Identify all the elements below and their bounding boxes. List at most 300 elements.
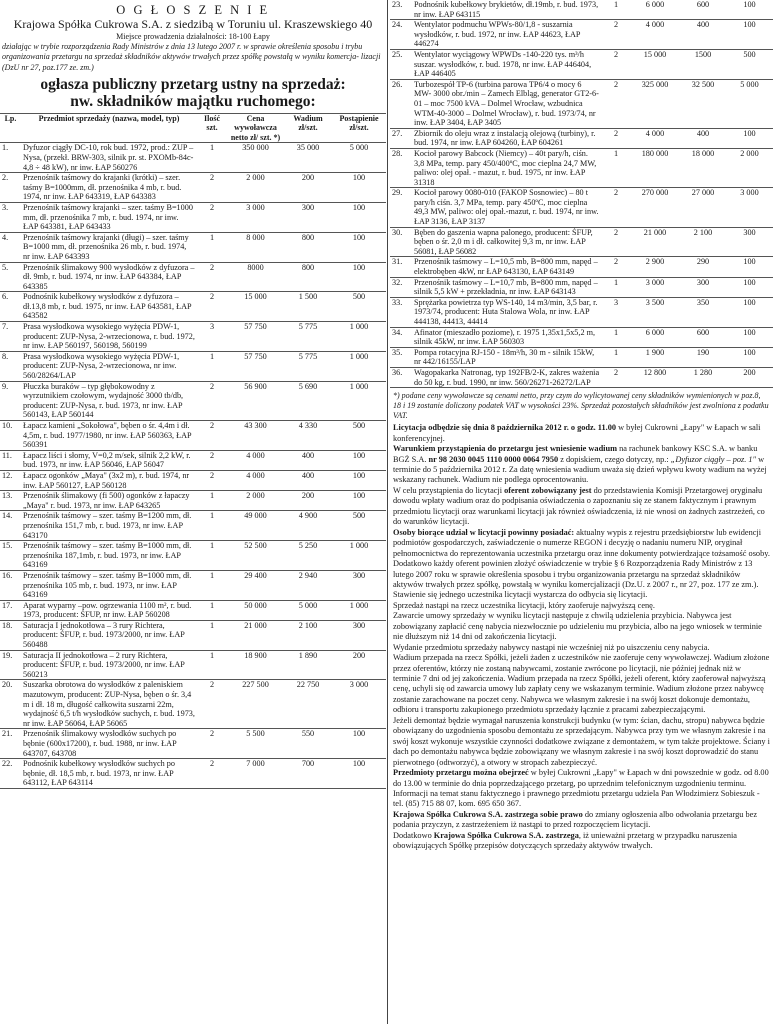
item-deposit: 2 100 <box>284 620 332 650</box>
paragraph-text: Wydanie przedmiotu sprzedaży nabywcy nastąpi nie wcześniej niż po uiszczeniu ceny nabycia. <box>393 642 710 652</box>
item-price: 325 000 <box>630 79 680 128</box>
item-deposit: 2 940 <box>284 570 332 600</box>
item-quantity: 2 <box>197 202 227 232</box>
table-row <box>0 381 386 420</box>
item-increment: 100 <box>726 347 773 367</box>
item-increment: 200 <box>332 650 386 680</box>
item-deposit: 400 <box>680 128 726 148</box>
item-increment: 100 <box>726 297 773 327</box>
item-increment: 100 <box>726 327 773 347</box>
item-quantity: 1 <box>197 620 227 650</box>
item-increment: 2 000 <box>726 148 773 187</box>
paragraph-text: w byłej Cukrowni „Łapy" w Łapach w sali konferencyjnej. <box>393 423 761 443</box>
table-row <box>0 351 386 381</box>
item-price: 50 000 <box>227 600 284 620</box>
item-price: 29 400 <box>227 570 284 600</box>
terms-paragraph <box>390 444 773 486</box>
item-price: 4 000 <box>227 470 284 490</box>
item-increment: 500 <box>332 292 386 322</box>
item-deposit: 1 890 <box>284 650 332 680</box>
vat-footnote: *) podane ceny wywoławcze są cenami netto, przy czym do wylicytowanej ceny składników wymienionych w poz.8, 18 i 19 zostanie doliczony podatek VAT w wysokości 23%. Sprzedaż pozostałych składników jest zwolniona z podatku VAT. <box>393 391 769 421</box>
item-price: 7 000 <box>227 759 284 789</box>
item-deposit: 400 <box>284 470 332 490</box>
item-price: 15 000 <box>630 49 680 79</box>
item-number: 2. <box>0 173 21 203</box>
item-increment: 5 000 <box>332 143 386 173</box>
item-price: 52 500 <box>227 541 284 571</box>
table-row <box>390 227 773 257</box>
item-quantity: 2 <box>197 470 227 490</box>
table-row <box>0 680 386 729</box>
item-deposit: 600 <box>696 0 710 9</box>
item-price: 270 000 <box>630 188 680 227</box>
table-row <box>390 277 773 297</box>
table-row <box>0 541 386 571</box>
headline-line-1: ogłasza publiczny przetarg ustny na sprzedaż: <box>40 75 346 93</box>
table-row <box>390 347 773 367</box>
item-deposit: 4 330 <box>284 421 332 451</box>
paragraph-text: w byłej Cukrowni „Łapy" w Łapach w dni powszednie w godz. od 8.00 do 13.00 w terminie do dnia poprzedzającego przetarg, po uprzednim telefonicznym uzgodnieniu terminu. <box>393 768 769 788</box>
item-deposit: 32 500 <box>680 79 726 128</box>
item-number: 6. <box>0 292 21 322</box>
table-header-row <box>0 113 386 143</box>
item-price: 5 500 <box>227 729 284 759</box>
table-row <box>390 297 773 327</box>
item-increment: 300 <box>726 227 773 257</box>
item-description: Saturacja I jednokotłowa – 3 rury Richtera, producent: ŚFUP, r. bud. 1973/2000, nr inw. ŁAP 560488 <box>21 620 197 650</box>
item-increment: 1 000 <box>332 600 386 620</box>
table-row <box>0 173 386 203</box>
item-number: 30. <box>390 227 412 257</box>
item-quantity: 2 <box>602 367 630 387</box>
terms-paragraph <box>390 653 773 716</box>
item-quantity: 2 <box>197 759 227 789</box>
item-deposit: 800 <box>284 232 332 262</box>
item-quantity: 2 <box>197 680 227 729</box>
paragraph-text: Licytacja odbędzie się dnia 8 października 2012 r. o godz. 11.00 <box>393 423 617 433</box>
item-increment: 100 <box>743 0 756 9</box>
item-price: 3 000 <box>227 202 284 232</box>
item-description: Przenośnik taśmowy krajanki (długi) – szer. taśmy B=1000 mm, dł. przenośnika 26 mb, r. bud. 1974, nr inw. ŁAP 643393 <box>21 232 197 262</box>
col-header-lp: Lp. <box>0 113 21 143</box>
paragraph-text: Jeżeli demontaż będzie wymagał naruszenia konstrukcji budynku (w tym: ścian, dachu, stropu) nabywca będzie obowiązany do uzgodnienia sposobu demontażu ze sprzedającym. Nabywca przy tym we własnym zakresie i na swój koszt wykonuje wszystkie czynności dodatkowe związane z demontażem, w tym także projektowe. Ściany i dach po demontażu nabywca będzie zobowiązany we własnym zakresie i na swój koszt doprowadzić do stanu pierwotnego (odtworzyć), a otwory w stropach zabezpieczyć. <box>393 715 770 767</box>
table-row <box>390 148 773 187</box>
item-increment: 100 <box>332 729 386 759</box>
item-price: 18 900 <box>227 650 284 680</box>
item-description: Kocioł parowy 0080-010 (FAKOP Sosnowiec) – 80 t pary/h ciśn. 3,7 MPa, temp. pary 450ºC, moc cieplna 49,3 MW, paliwo: olej opał.-mazut, r. bud. 1974, nr inw. ŁAP 3136, ŁAP 3137 <box>412 188 602 227</box>
table-row <box>0 232 386 262</box>
item-description: Łapacz kamieni „Sokołowa", bęben o śr. 4,4m i dł. 4,5m, r. bud. 1977/1980, nr inw. ŁAP 560363, ŁAP 560391 <box>21 421 197 451</box>
item-description: Płuczka buraków – typ głębokowodny z wyrzutnikiem czołowym, wydajność 3000 tb/db, producent: ZUP-Nysa, r. bud. 1973, nr inw. ŁAP 560143, ŁAP 560144 <box>21 381 197 420</box>
table-row <box>0 421 386 451</box>
item-quantity: 1 <box>197 511 227 541</box>
terms-paragraph <box>390 423 773 444</box>
table-row <box>0 729 386 759</box>
terms-paragraph <box>390 590 773 600</box>
item-number: 12. <box>0 470 21 490</box>
item-price: 21 000 <box>227 620 284 650</box>
terms-paragraph <box>390 611 773 642</box>
item-description: Prasa wysłodkowa wysokiego wyżęcia PDW-1, producent: ZUP-Nysa, 2-wrzecionowa, r. bud. 1972, nr inw. ŁAP 560197, 560198, 560199 <box>21 322 197 352</box>
item-deposit: 190 <box>680 347 726 367</box>
item-price: 350 000 <box>227 143 284 173</box>
terms-paragraph <box>390 559 773 590</box>
item-deposit: 2 100 <box>680 227 726 257</box>
item-increment: 100 <box>332 232 386 262</box>
item-deposit: 5 775 <box>284 322 332 352</box>
item-quantity: 2 <box>197 173 227 203</box>
item-price: 4 000 <box>630 20 680 50</box>
item-increment: 500 <box>726 49 773 79</box>
terms-paragraph <box>390 716 773 768</box>
item-increment: 500 <box>332 511 386 541</box>
column-divider <box>387 0 388 1024</box>
table-row <box>0 262 386 292</box>
item-description: Turbozespół TP-6 (turbina parowa TP6/4 o mocy 6 MW- 3000 obr./min – Zamech Elbląg, generator GT2-6-01 – moc 7500 kVA – Dolmel Wrocław, wzbudnica WTM-40-3000 – Dolmel Wrocław), r. bud. 1973/74, nr inw. ŁAP 3404, ŁAP 3405 <box>412 79 602 128</box>
item-quantity: 2 <box>602 20 630 50</box>
item-deposit: 290 <box>680 257 726 277</box>
item-deposit: 1 280 <box>680 367 726 387</box>
item-number: 9. <box>0 381 21 420</box>
item-deposit: 5 775 <box>284 351 332 381</box>
item-quantity: 2 <box>602 227 630 257</box>
table-row <box>390 128 773 148</box>
item-description: Przenośnik taśmowy krajanki – szer. taśmy B=1000 mm, dł. przenośnika 7 mb, r. bud. 1974, nr inw. ŁAP 643381, ŁAP 643433 <box>21 202 197 232</box>
item-price: 2 000 <box>227 173 284 203</box>
item-deposit: 27 000 <box>680 188 726 227</box>
table-row <box>390 79 773 128</box>
paragraph-text: z dopiskiem, czego dotyczy, np.: <box>558 454 671 464</box>
item-description: Wentylator wyciągowy WPWDs -140-220 tys. m³/h suszar. wysłodków, r. bud. 1978, nr inw. ŁAP 446404, ŁAP 446405 <box>412 49 602 79</box>
item-quantity: 3 <box>602 297 630 327</box>
item-description: Dyfuzor ciągły DC-10, rok bud. 1972, prod.: ZUP – Nysa, (przekł. BRW-303, silnik pr. st. PXOMb-84c-4,8 ÷ 48 kW), nr inw. ŁAP 560276 <box>21 143 197 173</box>
item-number: 32. <box>390 277 412 297</box>
item-description: Przenośnik taśmowy – L=10,5 mb, B=800 mm, napęd – elektrobęben 4kW, nr ŁAP 643130, ŁAP 643149 <box>412 257 602 277</box>
item-quantity: 2 <box>602 79 630 128</box>
item-deposit: 200 <box>284 173 332 203</box>
item-number: 27. <box>390 128 412 148</box>
item-number: 26. <box>390 79 412 128</box>
table-row <box>0 450 386 470</box>
item-price: 6 000 <box>645 0 665 9</box>
paragraph-text: Krajowa Spółka Cukrowa S.A. zastrzega sobie prawo <box>393 809 583 819</box>
item-increment: 100 <box>332 470 386 490</box>
col-header-increment: Postąpienie zł/szt. <box>332 113 386 143</box>
item-increment: 100 <box>332 262 386 292</box>
item-number: 16. <box>0 570 21 600</box>
item-deposit: 18 000 <box>680 148 726 187</box>
item-quantity: 2 <box>197 421 227 451</box>
item-increment: 1 000 <box>332 541 386 571</box>
paragraph-text: „Dyfuzor ciągły – poz. 1" <box>670 454 757 464</box>
item-number: 11. <box>0 450 21 470</box>
item-increment: 100 <box>726 20 773 50</box>
item-deposit: 5 690 <box>284 381 332 420</box>
item-price: 2 900 <box>630 257 680 277</box>
terms-paragraph <box>390 601 773 611</box>
item-quantity: 2 <box>197 262 227 292</box>
item-description: Sprężarka powietrza typ WS-140, 14 m3/min, 3,5 bar, r. 1973/74, producent: Huta Stalowa Wola, nr inw. ŁAP 444138, 44413, 44414 <box>412 297 602 327</box>
item-deposit: 5 250 <box>284 541 332 571</box>
item-number: 3. <box>0 202 21 232</box>
right-column <box>390 0 773 852</box>
item-number: 10. <box>0 421 21 451</box>
paragraph-text: w terminie do 5 października 2012 r. Za datę wniesienia wadium uważa się dzień wpływu kwoty wadium na wyżej wskazany rachunek. Wadium nie podlega oprocentowaniu. <box>393 454 767 485</box>
terms-paragraph <box>390 643 773 653</box>
item-price: 180 000 <box>630 148 680 187</box>
items-table-right <box>390 0 773 388</box>
item-price: 2 000 <box>227 491 284 511</box>
col-header-item: Przedmiot sprzedaży (nazwa, model, typ) <box>21 113 197 143</box>
paragraph-text: Osoby biorące udział w licytacji powinny posiadać: <box>393 527 575 537</box>
item-quantity: 1 <box>602 148 630 187</box>
item-increment: 1 000 <box>332 322 386 352</box>
item-price: 8 000 <box>227 232 284 262</box>
table-row <box>390 188 773 227</box>
item-increment: 5 000 <box>726 79 773 128</box>
left-column <box>0 0 386 789</box>
item-increment: 100 <box>332 450 386 470</box>
item-price: 15 000 <box>227 292 284 322</box>
item-description: Wagopakarka Natronag, typ 192FB/2-K, zakres ważenia do 50 kg, r. bud. 1990, nr inw. 560/26271-26272/LAP <box>412 367 602 387</box>
item-price: 4 000 <box>227 450 284 470</box>
item-quantity: 1 <box>197 600 227 620</box>
item-quantity: 2 <box>602 257 630 277</box>
item-deposit: 800 <box>284 262 332 292</box>
item-description: Pompa rotacyjna RJ-150 - 18m³/h, 30 m - silnik 15kW, nr 442/16155/LAP <box>412 347 602 367</box>
item-description: Przenośnik taśmowy do krajanki (krótki) – szer. taśmy B=1000mm, dł. przenośnika 4 mb, r. bud. 1974, nr inw. ŁAP 643319, ŁAP 643383 <box>21 173 197 203</box>
announcement-title: O G Ł O S Z E N I E <box>116 3 270 17</box>
item-description: Prasa wysłodkowa wysokiego wyżęcia PDW-1, producent: ZUP-Nysa, 2-wrzecionowa, nr inw. 560/28264/LAP <box>21 351 197 381</box>
item-increment: 1 000 <box>332 351 386 381</box>
item-description: Przenośnik taśmowy – szer. taśmy B=1000 mm, dł. przenośnika 105 mb, r. bud. 1973, nr inw. ŁAP 643169 <box>21 570 197 600</box>
item-deposit: 5 000 <box>284 600 332 620</box>
item-description: Afinator (mieszadło poziome), r. 1975 1,35x1,5x5,2 m, silnik 45kW, nr inw. ŁAP 560303 <box>412 327 602 347</box>
item-number: 4. <box>0 232 21 262</box>
item-number: 22. <box>0 759 21 789</box>
item-description: Kocioł parowy Babcock (Niemcy) – 40t pary/h, ciśn. 3,8 MPa, temp. pary 450/400ºC, moc cieplna 24,7 MW, paliwo: olej opał. - mazut, r. bud. 1975, nr inw. ŁAP 31318 <box>412 148 602 187</box>
item-description: Zbiornik do oleju wraz z instalacją olejową (turbiny), r. bud. 1974, nr inw. ŁAP 604260, ŁAP 604261 <box>412 128 602 148</box>
item-number: 25. <box>390 49 412 79</box>
item-number: 29. <box>390 188 412 227</box>
terms-section <box>390 423 773 852</box>
item-quantity: 1 <box>602 327 630 347</box>
paragraph-text: Dodatkowo każdy oferent powinien złożyć oświadczenie w trybie § 6 Rozporządzenia Rady Ministrów z 13 lutego 2007 roku w sprawie określenia sposobu i trybu organizowania przetargu na sprzedaż składników aktywów trwałych przez spółkę, powstałą w wyniku komercjalizacji (Dz.U. z 2007 r., nr 27, poz. 177 ze zm.). <box>393 559 759 589</box>
table-row <box>390 49 773 79</box>
table-row <box>0 511 386 541</box>
table-row <box>0 759 386 789</box>
item-deposit: 300 <box>680 277 726 297</box>
item-description: Suszarka obrotowa do wysłodków z paleniskiem mazutowym, producent: ZUP-Nysa, bęben o śr. 3,4 m i dł. 18 m, długość całkowita suszarni 22m, wydajność 6,5 t/h wysłodków suchych, r. bud. 1973, nr inw. ŁAP 56064, ŁAP 56065 <box>21 680 197 729</box>
company-name: Krajowa Spółka Cukrowa S.A. z siedzibą w Toruniu ul. Kraszewskiego 40 <box>13 17 373 31</box>
item-number: 36. <box>390 367 412 387</box>
item-quantity: 1 <box>197 232 227 262</box>
item-deposit: 600 <box>680 327 726 347</box>
item-increment: 100 <box>726 277 773 297</box>
header <box>0 0 386 42</box>
terms-paragraph <box>390 831 773 852</box>
table-row <box>0 650 386 680</box>
item-price: 57 750 <box>227 322 284 352</box>
item-deposit: 300 <box>284 202 332 232</box>
paragraph-text: , iż unieważni przetarg w przypadku naruszenia obowiązujących Spółkę przepisów dotyczących sprzedaży aktywów trwałych. <box>393 830 737 851</box>
item-price: 12 800 <box>630 367 680 387</box>
paragraph-text: Krajowa Spółka Cukrowa S.A. zastrzega <box>433 830 579 840</box>
item-number: 20. <box>0 680 21 729</box>
paragraph-text: Zawarcie umowy sprzedaży w wyniku licytacji następuje z chwilą udzielenia przybicia. Nabywca jest zobowiązany zapłacić cenę nabycia niezwłocznie po udzieleniu mu przybicia, albo na jego wniosek w terminie nie dłuższym niż 14 dni od zakończenia licytacji. <box>393 611 762 642</box>
item-quantity: 2 <box>197 729 227 759</box>
item-quantity: 2 <box>602 49 630 79</box>
item-increment: 300 <box>332 570 386 600</box>
item-quantity: 1 <box>602 277 630 297</box>
item-quantity: 2 <box>197 381 227 420</box>
item-description: Podnośnik kubełkowy brykietów, dł.19mb, r. bud. 1973, nr inw. ŁAP 643115 <box>414 0 599 19</box>
item-price: 21 000 <box>630 227 680 257</box>
item-quantity: 2 <box>602 128 630 148</box>
paragraph-text: oferent zobowiązany jest <box>504 485 592 495</box>
table-row <box>390 257 773 277</box>
item-quantity: 1 <box>602 347 630 367</box>
item-number: 17. <box>0 600 21 620</box>
item-description: Przenośnik ślimakowy (fi 500) ogonków z łapaczy „Maya" r. bud. 1973, nr inw. ŁAP 643265 <box>21 491 197 511</box>
table-row <box>390 0 773 20</box>
table-row <box>0 570 386 600</box>
paragraph-text: Warunkiem przystąpienia do przetargu jest wniesienie wadium <box>393 444 618 454</box>
item-increment: 300 <box>332 620 386 650</box>
item-number: 1. <box>0 143 21 173</box>
item-quantity: 1 <box>197 570 227 600</box>
item-number: 33. <box>390 297 412 327</box>
item-number: 35. <box>390 347 412 367</box>
paragraph-text: nr 98 2030 0045 1110 0000 0064 7950 <box>428 454 559 464</box>
item-description: Podnośnik kubełkowy wysłodków suchych po bębnie, dł. 18,5 mb, r. bud. 1973, nr inw. ŁAP 643112, ŁAP 643114 <box>21 759 197 789</box>
item-description: Przenośnik taśmowy – L=10,7 mb, B=800 mm, napęd – silnik 5,5 kW + przekładnia, nr inw. ŁAP 643143 <box>412 277 602 297</box>
item-description: Saturacja II jednokotłowa – 2 rury Richtera, producent: ŚFUP, r. bud. 1973/2000, nr inw. ŁAP 560213 <box>21 650 197 680</box>
item-deposit: 22 750 <box>284 680 332 729</box>
paragraph-text: Wadium przepada na rzecz Spółki, jeżeli żaden z uczestników nie zaoferuje ceny wywoławczej. Wadium złożone przez oferentów, którzy nie zostaną nabywcami, zostanie zwrócone po licytacji, nie później jednak niż w terminie 7 dni od jej zakończenia. Wadium przepada na rzecz Spółki, jeżeli oferent, który zaoferował najwyższą cenę, uchyli się od zawarcia umowy lub zapłaty ceny we wskazanym terminie. Wadium złożone przez nabywcę zostanie zarachowane na poczet ceny. Nabywca we własnym zakresie i na swój koszt dokonuje demontażu, odbioru i transportu zakupionego przedmiotu sprzedaży łącznie z pracami zabezpieczającymi. <box>393 653 770 715</box>
item-increment: 100 <box>332 202 386 232</box>
item-quantity: 1 <box>613 0 619 9</box>
item-increment: 100 <box>726 128 773 148</box>
item-deposit: 550 <box>284 729 332 759</box>
item-price: 227 500 <box>227 680 284 729</box>
headline <box>0 76 386 110</box>
item-number: 15. <box>0 541 21 571</box>
item-price: 49 000 <box>227 511 284 541</box>
item-price: 3 000 <box>630 277 680 297</box>
item-deposit: 4 900 <box>284 511 332 541</box>
table-row <box>0 202 386 232</box>
item-description: Przenośnik ślimakowy wysłodków suchych po bębnie (600x17200), r. bud. 1988, nr inw. ŁAP 643707, 643708 <box>21 729 197 759</box>
item-quantity: 1 <box>197 491 227 511</box>
item-increment: 1 000 <box>332 381 386 420</box>
item-deposit: 200 <box>284 491 332 511</box>
table-row <box>390 20 773 50</box>
item-price: 6 000 <box>630 327 680 347</box>
item-deposit: 700 <box>284 759 332 789</box>
table-row <box>0 470 386 490</box>
item-number: 23. <box>392 0 403 9</box>
item-increment: 100 <box>332 491 386 511</box>
paragraph-text: Informacji na temat stanu faktycznego i prawnego przedmiotu przetargu udziela Pan Włodzimierz Sobieszuk - tel. (85) 715 88 07, kom. 695 650 367. <box>393 789 760 809</box>
item-increment: 3 000 <box>332 680 386 729</box>
item-quantity: 1 <box>197 650 227 680</box>
item-increment: 3 000 <box>726 188 773 227</box>
terms-paragraph <box>390 486 773 528</box>
item-price: 57 750 <box>227 351 284 381</box>
headline-line-2: nw. składników majątku ruchomego: <box>70 92 316 110</box>
col-header-price: Cena wywoławcza netto zł/ szt. *) <box>227 113 284 143</box>
item-number: 18. <box>0 620 21 650</box>
item-number: 8. <box>0 351 21 381</box>
item-price: 8000 <box>227 262 284 292</box>
item-description: Przenośnik taśmowy – szer. taśmy B=1000 mm, dł. przenośnika 187,1mb, r. bud. 1973, nr inw. ŁAP 643169 <box>21 541 197 571</box>
paragraph-text: na rachunek bankowy KSC S.A. w banku BGŻ S.A. <box>393 444 758 464</box>
item-increment: 100 <box>332 759 386 789</box>
item-deposit: 400 <box>284 450 332 470</box>
table-row <box>0 322 386 352</box>
item-price: 1 900 <box>630 347 680 367</box>
table-row <box>390 367 773 387</box>
item-increment: 500 <box>332 421 386 451</box>
item-number: 34. <box>390 327 412 347</box>
items-table-left <box>0 113 386 789</box>
item-quantity: 2 <box>602 188 630 227</box>
col-header-qty: Ilość szt. <box>197 113 227 143</box>
item-price: 56 900 <box>227 381 284 420</box>
item-number: 28. <box>390 148 412 187</box>
items-table-right-body <box>390 0 773 388</box>
item-description: Przenośnik ślimakowy 900 wysłodków z dyfuzora – dł. 9mb, r. bud. 1974, nr inw. ŁAP 643384, ŁAP 643385 <box>21 262 197 292</box>
table-row <box>0 292 386 322</box>
paragraph-text: Dodatkowo <box>393 830 434 840</box>
item-number: 13. <box>0 491 21 511</box>
terms-paragraph <box>390 528 773 559</box>
item-increment: 100 <box>726 257 773 277</box>
item-increment: 200 <box>726 367 773 387</box>
paragraph-text: aktualny wypis z rejestru przedsiębiorstw lub ewidencji podmiotów gospodarczych, zaświadczenie o numerze REGON i decyzję o nadaniu numeru NIP, oryginał pełnomocnictwa do reprezentowania uczestnika przetargu oraz inne dokumenty potwierdzające tożsamość osoby. <box>393 527 770 558</box>
item-description: Przenośnik taśmowy – szer. taśmy B=1200 mm, dł. przenośnika 151,7 mb, r. bud. 1973, nr inw. ŁAP 643170 <box>21 511 197 541</box>
item-description: Łapacz liści i słomy, V=0,2 m/sek, silnik 2,2 kW, r. bud. 1973, nr inw. ŁAP 56046, ŁAP 56047 <box>21 450 197 470</box>
item-quantity: 2 <box>197 292 227 322</box>
item-description: Łapacz ogonków „Maya" (3x2 m), r. bud. 1974, nr inw. ŁAP 560127, ŁAP 560128 <box>21 470 197 490</box>
paragraph-text: do zmiany ogłoszenia albo odwołania przetargu bez podania przyczyn, z zastrzeżeniem iż nastąpi to przed rozpoczęciem licytacji. <box>393 809 758 830</box>
item-number: 21. <box>0 729 21 759</box>
item-deposit: 35 000 <box>284 143 332 173</box>
paragraph-text: do przedstawienia Komisji Przetargowej oryginału dowodu wpłaty wadium oraz do podpisania oświadczenia o zapoznaniu się ze stanem faktycznym i prawnym przedmiotu licytacji oraz warunkami licytacji jak również oświadczenia, iż nie wnosi on żadnych zastrzeżeń, co do warunków licytacji. <box>393 485 765 527</box>
item-quantity: 3 <box>197 322 227 352</box>
items-table-left-body <box>0 143 386 789</box>
item-price: 4 000 <box>630 128 680 148</box>
item-deposit: 400 <box>680 20 726 50</box>
item-price: 43 300 <box>227 421 284 451</box>
paragraph-text: Przedmioty przetargu można obejrzeć <box>393 768 529 778</box>
item-quantity: 2 <box>197 450 227 470</box>
table-row <box>0 600 386 620</box>
legal-basis: działając w trybie rozporządzenia Rady Ministrów z dnia 13 lutego 2007 r. w sprawie określenia sposobu i trybu organizowania przetargu na sprzedaż składników aktywów trwałych przez spółkę powstałą w wyniku komercja- lizacji (DzU nr 27, poz.177 ze. zm.) <box>2 42 381 72</box>
table-row <box>390 327 773 347</box>
col-header-deposit: Wadium zł/szt. <box>284 113 332 143</box>
item-number: 7. <box>0 322 21 352</box>
paragraph-text: Stawienie się jednego uczestnika licytacji wystarcza do odbycia się licytacji. <box>393 590 648 600</box>
item-number: 31. <box>390 257 412 277</box>
business-location: Miejsce prowadzenia działalności: 18-100 Łapy <box>116 32 270 41</box>
item-description: Wentylator podmuchu WPWs-80/1,8 - suszarnia wysłodków, r. bud. 1972, nr inw. ŁAP 44623, ŁAP 446274 <box>412 20 602 50</box>
item-description: Aparat wyparny –pow. ogrzewania 1100 m², r. bud. 1973, producent: ŚFUP, nr inw. ŁAP 560208 <box>21 600 197 620</box>
item-deposit: 1500 <box>680 49 726 79</box>
paragraph-text: Sprzedaż nastąpi na rzecz uczestnika licytacji, który zaoferuje najwyższą cenę. <box>393 600 655 610</box>
table-row <box>0 491 386 511</box>
